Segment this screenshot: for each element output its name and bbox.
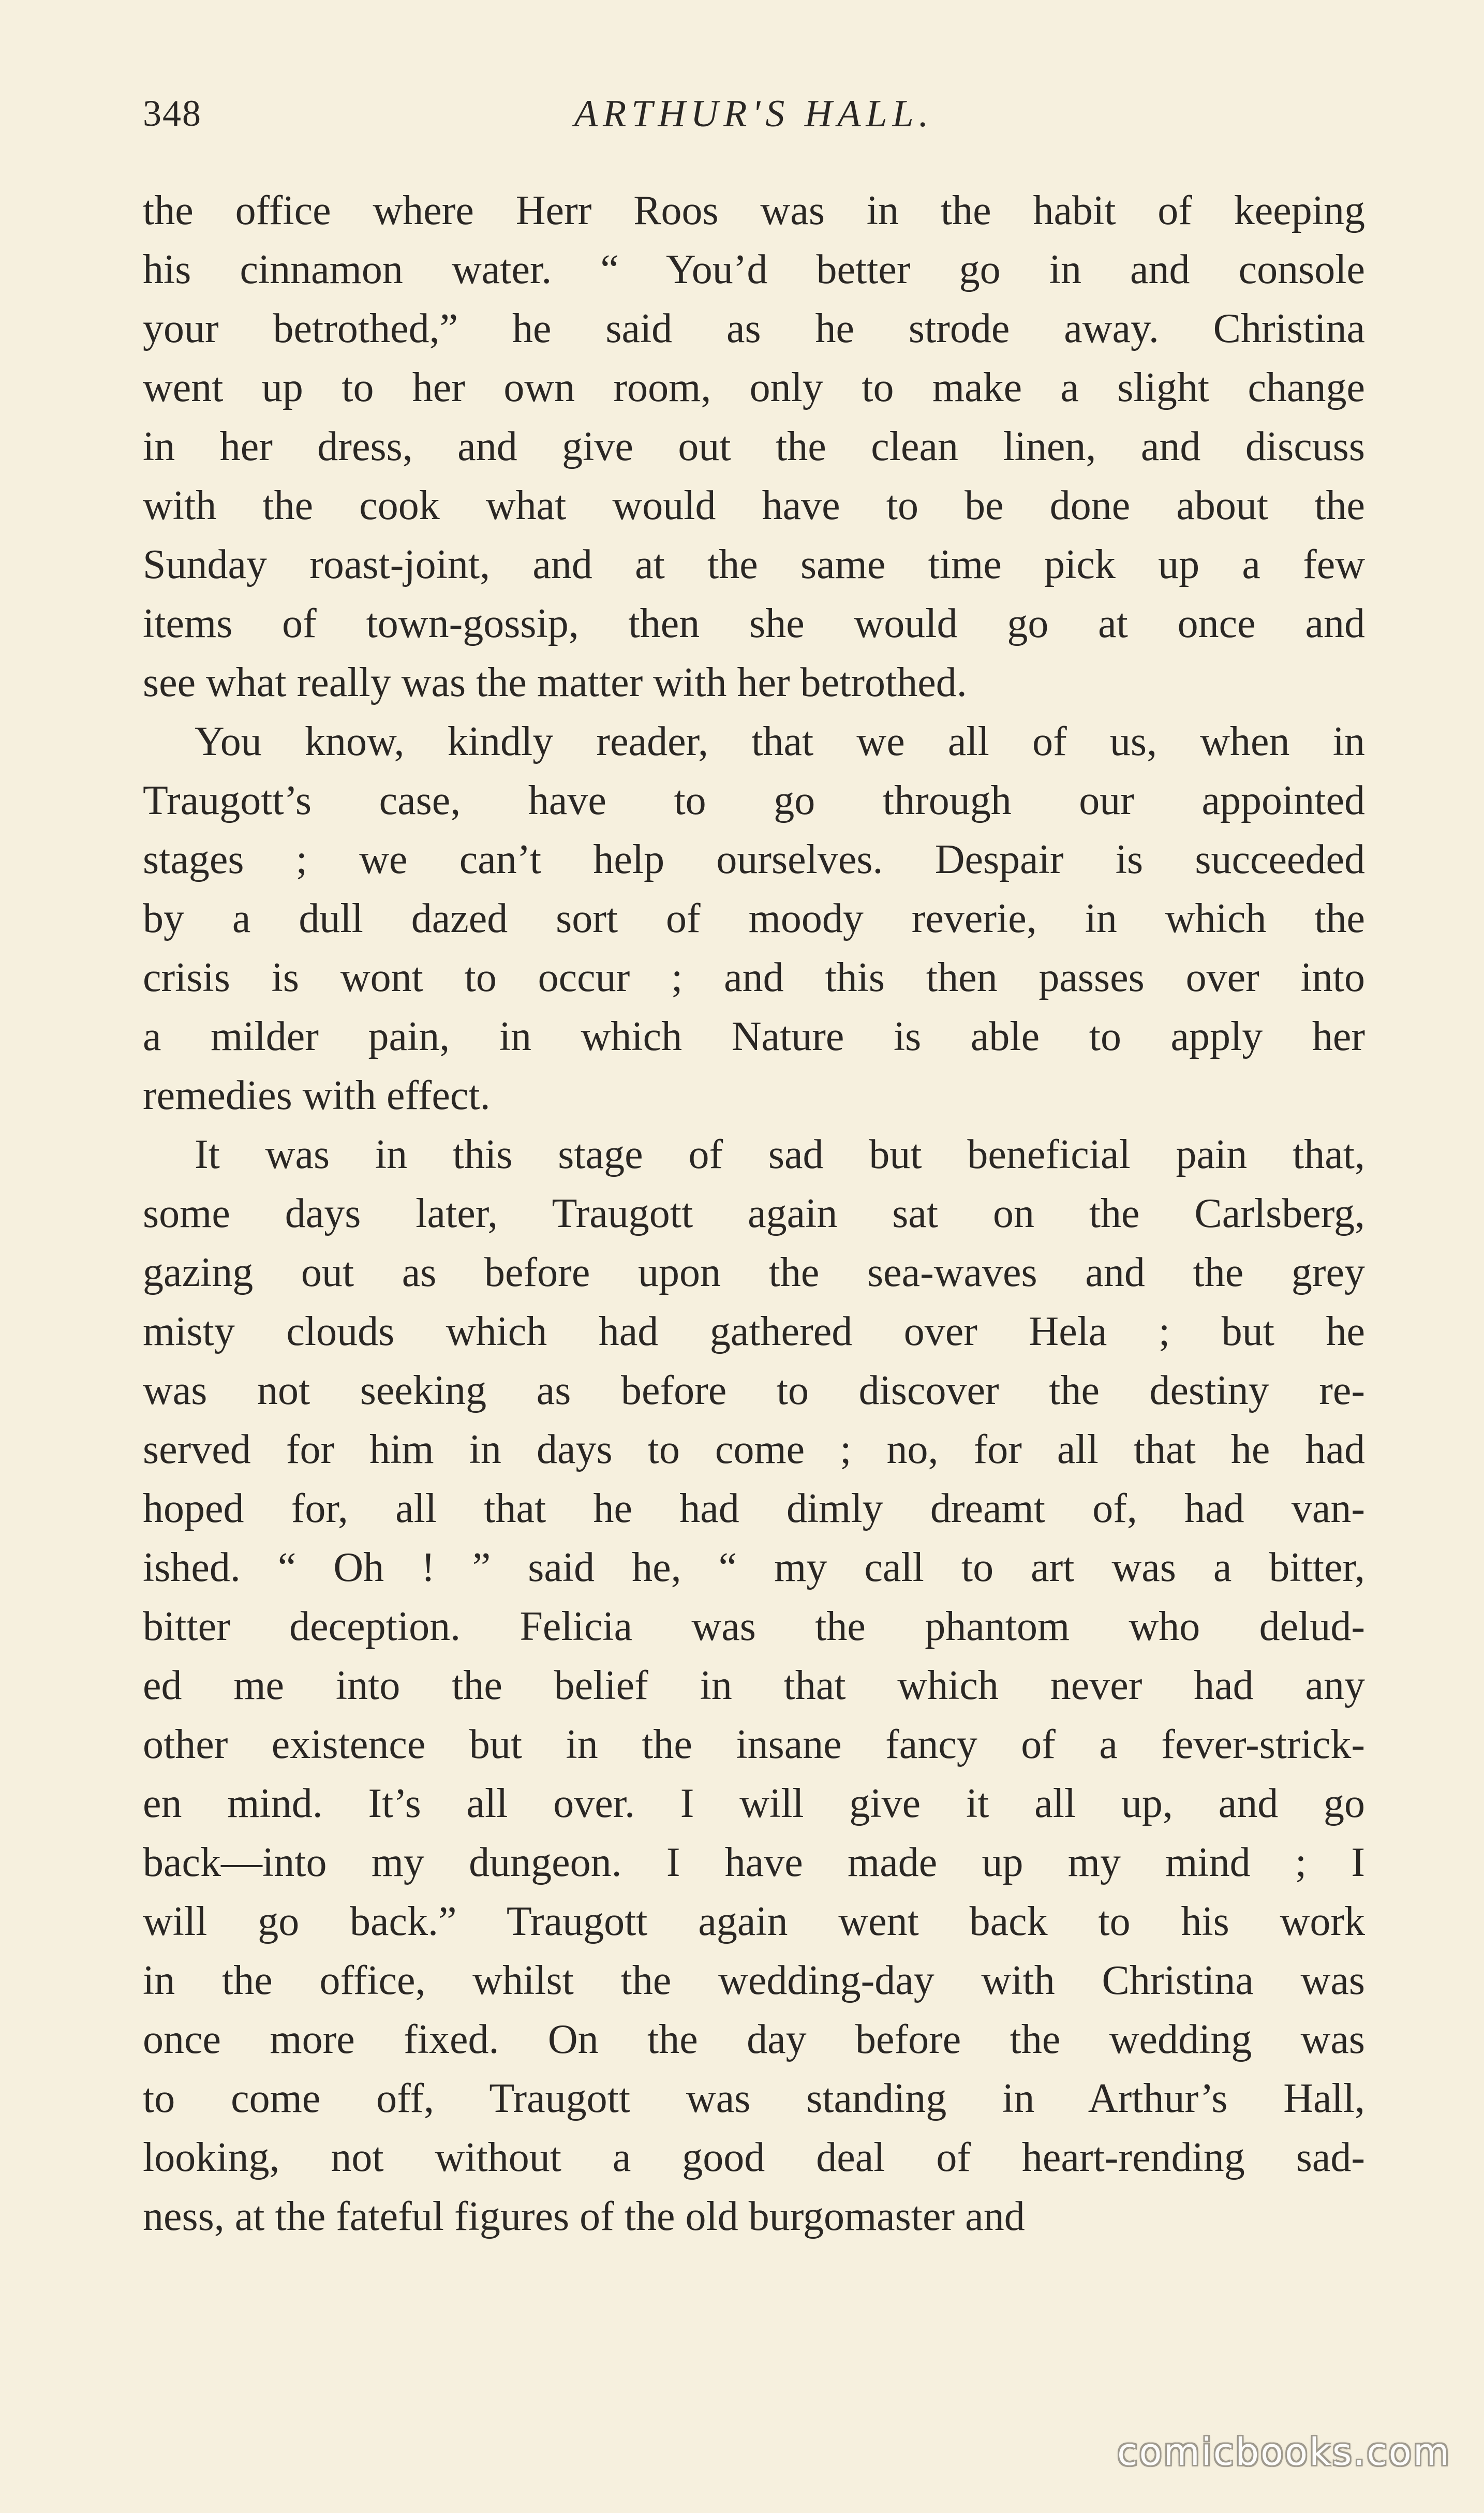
paragraph [143,712,1365,1125]
text-line: Sunday roast-joint, and at the same time pick up a few [143,542,1365,587]
text-line: served for him in days to come ; no, for all that he had [143,1427,1365,1472]
text-line: You know, kindly reader, that we all of us, when in [195,719,1365,764]
text-line: ness, at the fateful figures of the old burgomaster and [143,2194,1025,2239]
text-line: other existence but in the insane fancy of a fever-strick- [143,1722,1365,1767]
text-line: remedies with effect. [143,1073,491,1118]
text-line: see what really was the matter with her betrothed. [143,660,967,705]
text-line: to come off, Traugott was standing in Arthur’s Hall, [143,2076,1365,2121]
text-line: with the cook what would have to be done about the [143,483,1365,528]
body-text [143,181,1365,2246]
paragraph [143,181,1365,712]
text-line: your betrothed,” he said as he strode away. Christina [143,306,1365,351]
text-line: hoped for, all that he had dimly dreamt of, had van- [143,1486,1365,1531]
text-line: gazing out as before upon the sea-waves and the grey [143,1250,1365,1295]
text-line: ished. “ Oh ! ” said he, “ my call to art was a bitter, [143,1545,1365,1590]
text-line: bitter deception. Felicia was the phantom who delud- [143,1604,1365,1649]
text-line: the office where Herr Roos was in the habit of keeping [143,188,1365,233]
text-line: en mind. It’s all over. I will give it all up, and go [143,1781,1365,1826]
text-line: It was in this stage of sad but beneficial pain that, [195,1132,1365,1177]
text-line: a milder pain, in which Nature is able to apply her [143,1014,1365,1059]
text-line: Traugott’s case, have to go through our appointed [143,778,1365,823]
text-line: misty clouds which had gathered over Hela ; but he [143,1309,1365,1354]
running-title: ARTHUR'S HALL. [574,93,934,135]
watermark: comicbooks.com [1117,2430,1451,2474]
text-line: back—into my dungeon. I have made up my mind ; I [143,1840,1365,1885]
text-line: went up to her own room, only to make a slight change [143,365,1365,410]
running-head [143,87,1365,144]
text-line: in the office, whilst the wedding-day with Christina was [143,1958,1365,2003]
text-line: by a dull dazed sort of moody reverie, in which the [143,896,1365,941]
text-line: ed me into the belief in that which never had any [143,1663,1365,1708]
text-line: some days later, Traugott again sat on the Carlsberg, [143,1191,1365,1236]
text-line: items of town-gossip, then she would go at once and [143,601,1365,646]
text-line: was not seeking as before to discover the destiny re- [143,1368,1365,1413]
text-line: stages ; we can’t help ourselves. Despair is succeeded [143,837,1365,882]
text-line: will go back.” Traugott again went back to his work [143,1899,1365,1944]
page-number: 348 [143,93,202,134]
text-line: once more fixed. On the day before the wedding was [143,2017,1365,2062]
text-line: looking, not without a good deal of heart-rending sad- [143,2135,1365,2180]
text-line: his cinnamon water. “ You’d better go in and console [143,247,1365,292]
text-line: in her dress, and give out the clean linen, and discuss [143,424,1365,469]
text-line: crisis is wont to occur ; and this then passes over into [143,955,1365,1000]
paragraph [143,1125,1365,2246]
